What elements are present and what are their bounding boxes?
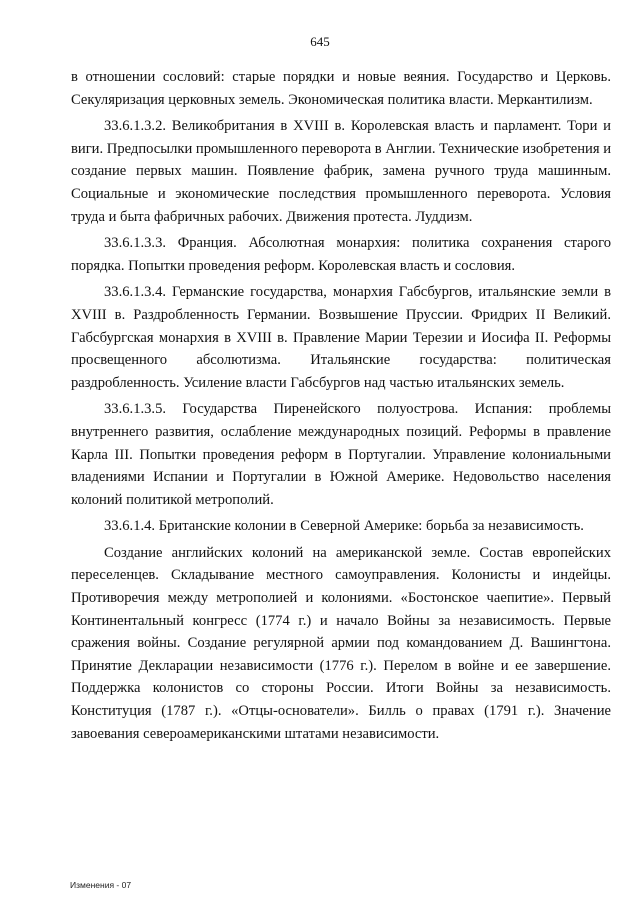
paragraph-iberian-states: 33.6.1.3.5. Государства Пиренейского полуострова. Испания: проблемы внутреннего развития, ослабление международных позиций. Реформы в правление Карла III. Попытки проведения реформ в Португалии. Управление колониальными владениями Испании и Португалии в Южной Америке. Недовольство населения колоний политикой метрополий. [71,401,611,508]
paragraph-german-states: 33.6.1.3.4. Германские государства, монархия Габсбургов, итальянские земли в XVIII в. Раздробленность Германии. Возвышение Пруссии. Фридрих II Великий. Габсбургская монархия в XVIII в. Правление Марии Терезии и Иосифа II. Реформы просвещенного абсолютизма. Итальянские государства: политическая раздробленность. Усиление власти Габсбургов над частью итальянских земель. [71,284,611,391]
paragraph-american-colonies: Создание английских колоний на американской земле. Состав европейских переселенцев. Складывание местного самоуправления. Колонисты и индейцы. Противоречия между метрополией и колониями. «Бостонское чаепитие». Первый Континентальный конгресс (1774 г.) и начало Войны за независимость. Первые сражения войны. Создание регулярной армии под командованием Д. Вашингтона. Принятие Декларации независимости (1776 г.). Перелом в войне и ее завершение. Поддержка колонистов со стороны России. Итоги Войны за независимость. Конституция (1787 г.). «Отцы-основатели». Билль о правах (1791 г.). Значение завоевания североамериканскими штатами независимости. [71,544,611,742]
body-text [71,66,611,749]
section-heading-british-colonies: 33.6.1.4. Британские колонии в Северной Америке: борьба за независимость. [104,518,584,535]
paragraph-continuation: в отношении сословий: старые порядки и новые веяния. Государство и Церковь. Секуляризация церковных земель. Экономическая политика власти. Меркантилизм. [71,69,611,108]
paragraph-great-britain: 33.6.1.3.2. Великобритания в XVIII в. Королевская власть и парламент. Тори и виги. Предпосылки промышленного переворота в Англии. Технические изобретения и создание первых машин. Появление фабрик, замена ручного труда машинным. Социальные и экономические последствия промышленного переворота. Условия труда и быта фабричных рабочих. Движения протеста. Луддизм. [71,118,612,225]
paragraph-france: 33.6.1.3.3. Франция. Абсолютная монархия: политика сохранения старого порядка. Попытки проведения реформ. Королевская власть и сословия. [71,235,611,274]
page-number: 645 [310,34,330,49]
footer-note: Изменения - 07 [70,880,132,890]
